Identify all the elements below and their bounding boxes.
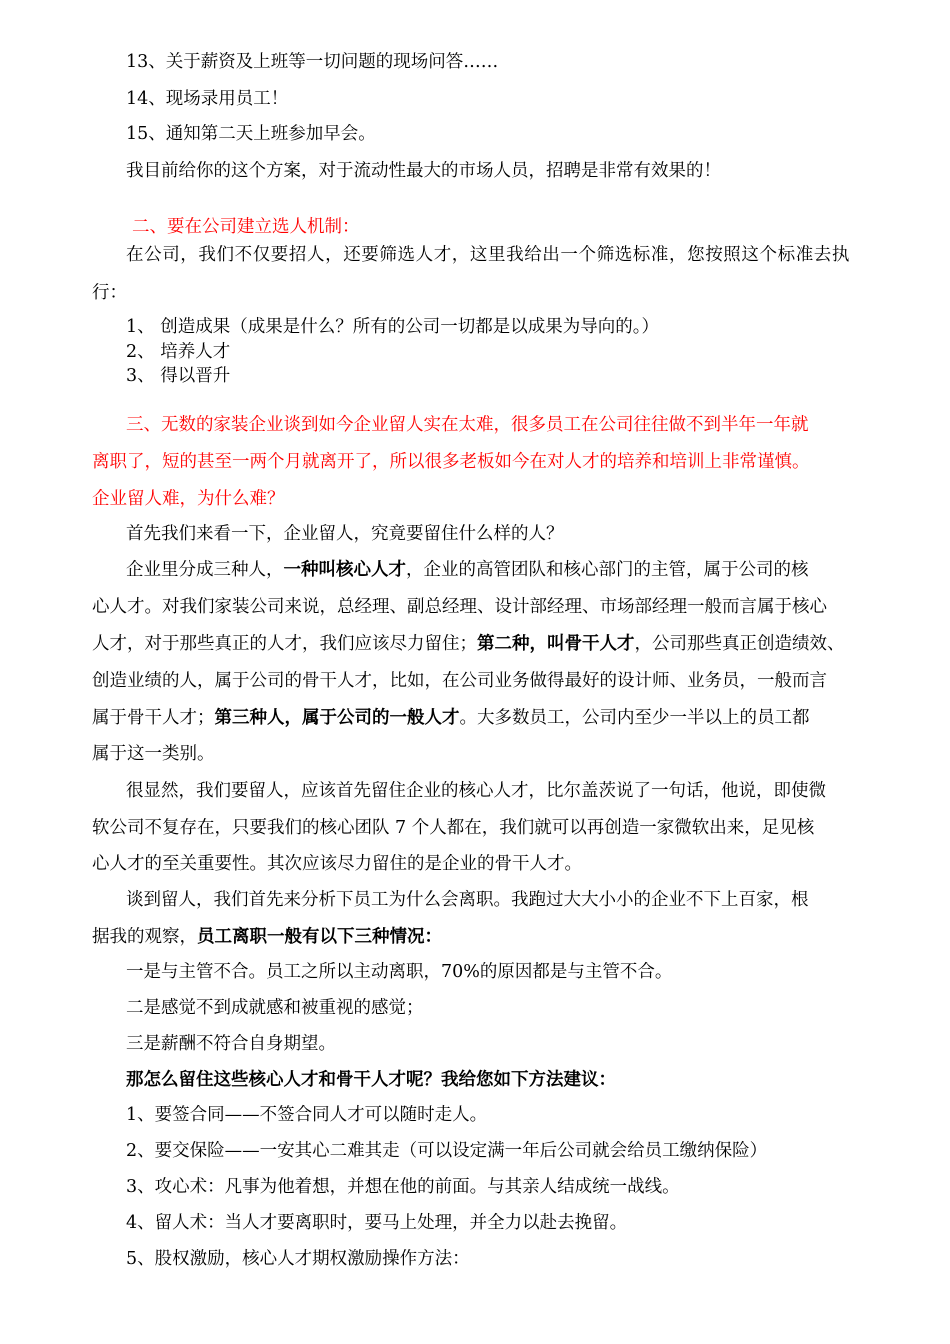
bold-span: 第三种人，属于公司的一般人才 — [214, 708, 460, 728]
method-question: 那怎么留住这些核心人才和骨干人才呢？我给您如下方法建议： — [126, 1070, 616, 1090]
section-heading-2: 二、要在公司建立选人机制： — [132, 217, 360, 237]
paragraph-line: 属于这一类别。 — [92, 744, 215, 764]
method-item-3: 3、攻心术：凡事为他着想，并想在他的前面。与其亲人结成统一战线。 — [126, 1177, 680, 1197]
paragraph-line — [92, 925, 442, 949]
text-span: 。大多数员工，公司内至少一半以上的员工都 — [459, 708, 810, 728]
text-span: 人才，对于那些真正的人才，我们应该尽力留住； — [92, 634, 477, 654]
paragraph-line: 谈到留人，我们首先来分析下员工为什么会离职。我跑过大大小小的企业不下上百家，根 — [126, 890, 809, 910]
reason-item-1: 一是与主管不合。员工之所以主动离职，70%的原因都是与主管不合。 — [126, 962, 673, 982]
paragraph-line — [126, 558, 809, 582]
paragraph-line: 心人才。对我们家装公司来说，总经理、副总经理、设计部经理、市场部经理一般而言属于核心 — [92, 597, 827, 617]
paragraph-line — [92, 632, 845, 656]
list-item-1: 1、 创造成果（成果是什么？所有的公司一切都是以成果为导向的。） — [126, 317, 659, 337]
list-item-3: 3、 得以晋升 — [126, 366, 231, 386]
list-item-15: 15、通知第二天上班参加早会。 — [126, 124, 376, 144]
bold-span: 第二种，叫骨干人才 — [477, 634, 635, 654]
paragraph-line: 很显然，我们要留人，应该首先留住企业的核心人才，比尔盖茨说了一句话，他说，即使微 — [126, 781, 826, 801]
reason-item-3: 三是薪酬不符合自身期望。 — [126, 1034, 336, 1054]
paragraph-line: 创造业绩的人，属于公司的骨干人才，比如，在公司业务做得最好的设计师、业务员，一般而言 — [92, 671, 827, 691]
paragraph-line — [92, 706, 810, 730]
reason-item-2: 二是感觉不到成就感和被重视的感觉； — [126, 998, 424, 1018]
list-item-2: 2、 培养人才 — [126, 342, 231, 362]
section-heading-3-line: 三、无数的家装企业谈到如今企业留人实在太难，很多员工在公司往往做不到半年一年就 — [126, 415, 809, 435]
method-item-2: 2、要交保险——一安其心二难其走（可以设定满一年后公司就会给员工缴纳保险） — [126, 1141, 768, 1161]
paragraph-line: 首先我们来看一下，企业留人，究竟要留住什么样的人？ — [126, 524, 564, 544]
list-item-13: 13、关于薪资及上班等一切问题的现场问答…… — [126, 52, 499, 72]
section-heading-3-line: 企业留人难，为什么难？ — [92, 489, 285, 509]
bold-span: 员工离职一般有以下三种情况： — [197, 927, 442, 947]
text-span: ，公司那些真正创造绩效、 — [634, 634, 845, 654]
text-span: 属于骨干人才； — [92, 708, 215, 728]
paragraph-line: 心人才的至关重要性。其次应该尽力留住的是企业的骨干人才。 — [92, 854, 582, 874]
method-item-1: 1、要签合同——不签合同人才可以随时走人。 — [126, 1105, 488, 1125]
text-span: 企业里分成三种人， — [126, 560, 284, 580]
method-item-4: 4、留人术：当人才要离职时，要马上处理，并全力以赴去挽留。 — [126, 1213, 628, 1233]
paragraph-line: 行： — [92, 283, 127, 303]
paragraph-plan: 我目前给你的这个方案，对于流动性最大的市场人员，招聘是非常有效果的！ — [126, 161, 721, 181]
bold-span: 一种叫核心人才 — [283, 560, 406, 580]
text-span: 据我的观察， — [92, 927, 197, 947]
list-item-14: 14、现场录用员工！ — [126, 89, 289, 109]
section-heading-3-line: 离职了，短的甚至一两个月就离开了，所以很多老板如今在对人才的培养和培训上非常谨慎。 — [92, 452, 810, 472]
paragraph-line: 软公司不复存在，只要我们的核心团队 7 个人都在，我们就可以再创造一家微软出来，足见核 — [92, 818, 815, 838]
text-span: ，企业的高管团队和核心部门的主管，属于公司的核 — [406, 560, 809, 580]
paragraph-line: 在公司，我们不仅要招人，还要筛选人才，这里我给出一个筛选标准，您按照这个标准去执 — [126, 245, 850, 265]
method-item-5: 5、股权激励，核心人才期权激励操作方法： — [126, 1249, 470, 1269]
